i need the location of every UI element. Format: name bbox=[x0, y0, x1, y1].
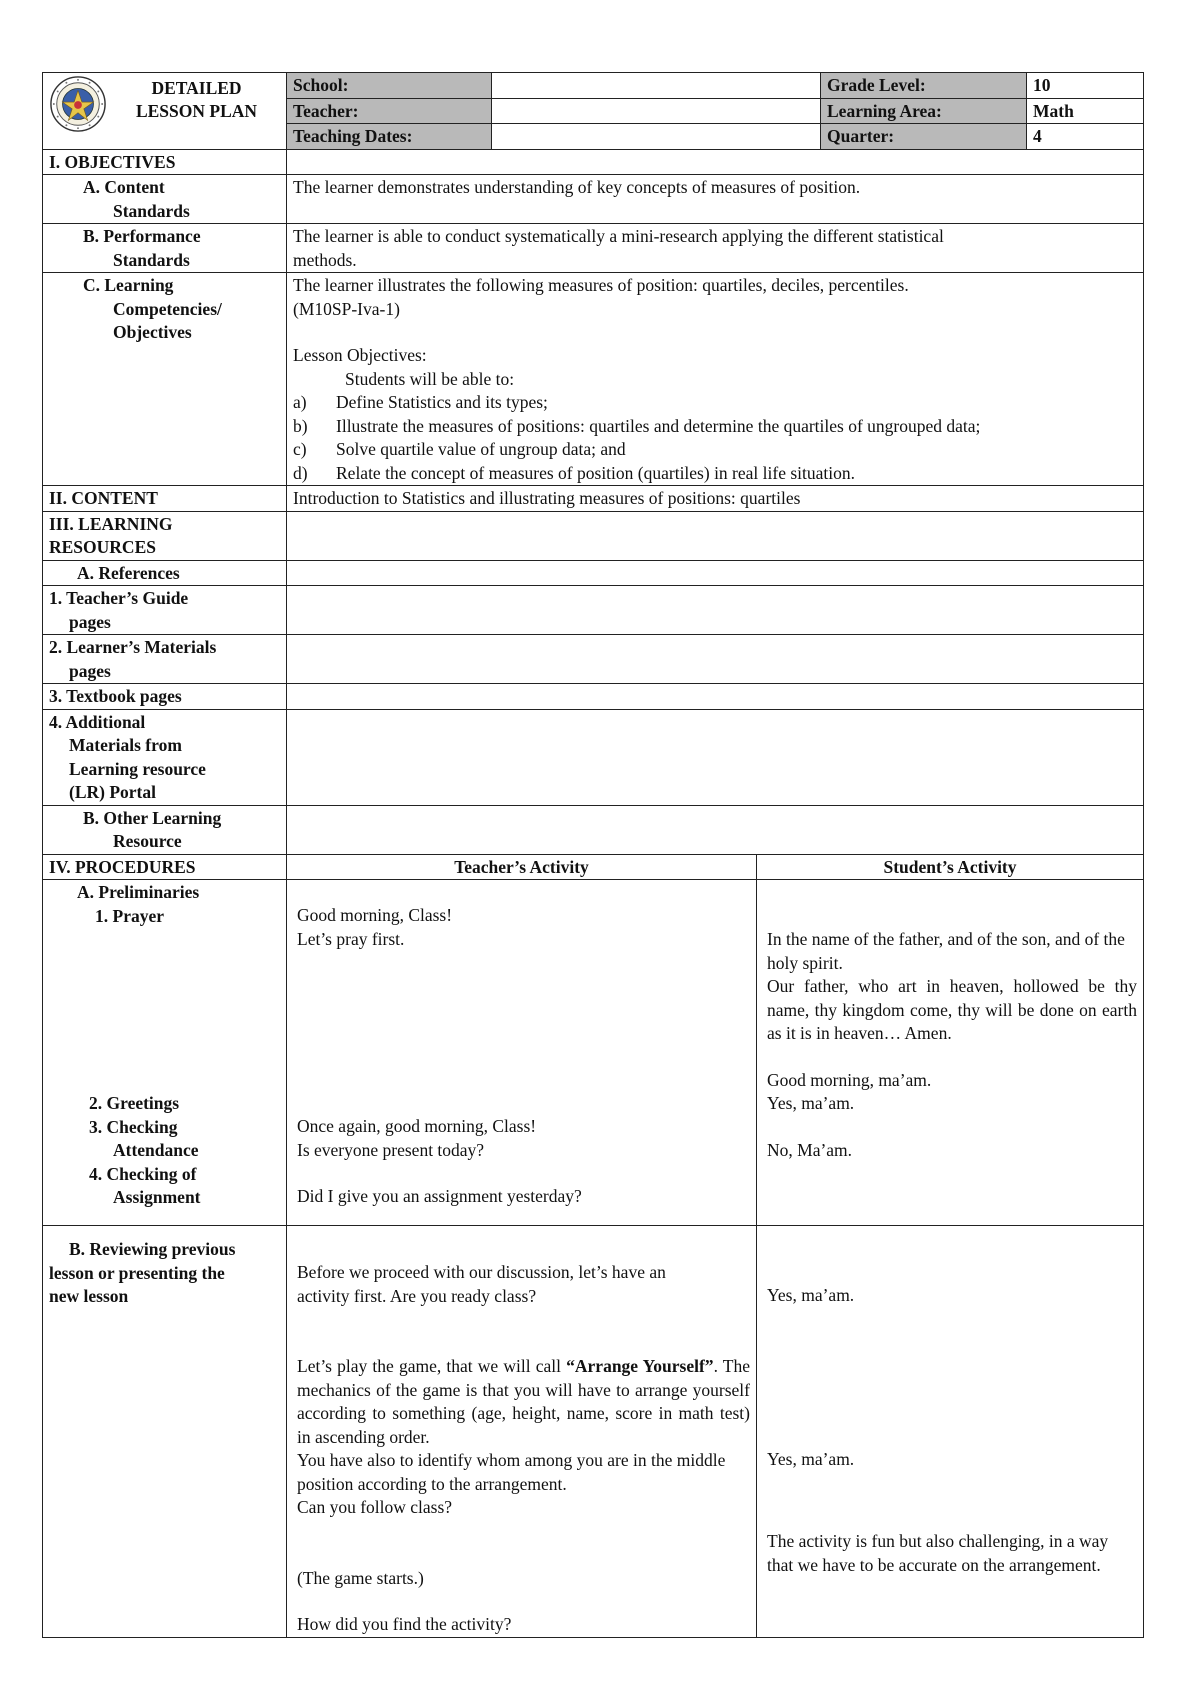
checking-assignment-label: 4. Checking of bbox=[89, 1163, 197, 1184]
teacher-field[interactable] bbox=[492, 98, 821, 124]
reviewing-teacher-cell: Before we proceed with our discussion, let’s have an activity first. Are you ready class? Let’s play the game, that we will call “Arrange Yourself”. The mechanics of the game is that you will have to arrange yourself according to something (age, height, name, score in math test) in ascending order. You have also to identify whom among you are in the middle position according to the arrangement. Can you follow class? (The game starts.) How did you find the activity? bbox=[287, 1226, 757, 1638]
additional-materials-label: 4. Additional Materials from Learning resource (LR) Portal bbox=[43, 709, 287, 805]
game-name: “Arrange Yourself” bbox=[566, 1356, 714, 1376]
learning-resources-blank bbox=[287, 511, 1144, 560]
list-item: d) Relate the concept of measures of position (quartiles) in real life situation. bbox=[293, 462, 856, 483]
content-text: Introduction to Statistics and illustrating measures of positions: quartiles bbox=[287, 486, 1144, 512]
greetings-label: 2. Greetings bbox=[89, 1093, 180, 1113]
lesson-plan-table bbox=[42, 72, 1144, 1638]
learners-materials-field[interactable] bbox=[287, 635, 1144, 684]
other-resources-label: B. Other Learning Resource bbox=[43, 805, 287, 854]
other-resources-field[interactable] bbox=[287, 805, 1144, 854]
teacher-activity-header: Teacher’s Activity bbox=[287, 854, 757, 880]
learning-area-label: Learning Area: bbox=[821, 98, 1027, 124]
learners-materials-label: 2. Learner’s Materials pages bbox=[43, 635, 287, 684]
checking-attendance-label: 3. Checking bbox=[89, 1116, 178, 1137]
header-title-cell bbox=[43, 73, 287, 150]
learning-area-value[interactable]: Math bbox=[1027, 98, 1144, 124]
doc-title-line2: LESSON PLAN bbox=[135, 101, 258, 121]
quarter-value[interactable]: 4 bbox=[1027, 124, 1144, 150]
content-standards-text: The learner demonstrates understanding of key concepts of measures of position. bbox=[287, 175, 1144, 224]
competencies-text: The learner illustrates the following measures of position: quartiles, deciles, percentiles. (M10SP-Iva-1) Lesson Objectives: Students will be able to: a) Define Statistics and its types; b) Illustrate the measures of positions: quartiles and determine the quartiles of ungrouped data; c) Solve quartile value of ungroup data; and d) Relate the concept of measures of position (quartiles) in real life situation. bbox=[287, 273, 1144, 486]
performance-standards-label: B. Performance Standards bbox=[43, 224, 287, 273]
objectives-heading: I. OBJECTIVES bbox=[43, 149, 287, 175]
content-heading: II. CONTENT bbox=[43, 486, 287, 512]
competencies-label: C. Learning Competencies/ Objectives bbox=[43, 273, 287, 486]
doc-title-line1: DETAILED bbox=[151, 78, 242, 98]
teachers-guide-field[interactable] bbox=[287, 586, 1144, 635]
references-label: A. References bbox=[43, 560, 287, 586]
performance-standards-text: The learner is able to conduct systematically a mini-research applying the different statistical methods. bbox=[287, 224, 1144, 273]
textbook-pages-label: 3. Textbook pages bbox=[43, 684, 287, 710]
procedures-heading: IV. PROCEDURES bbox=[43, 854, 287, 880]
references-field[interactable] bbox=[287, 560, 1144, 586]
grade-level-value[interactable]: 10 bbox=[1027, 73, 1144, 99]
teachers-guide-label: 1. Teacher’s Guide pages bbox=[43, 586, 287, 635]
content-standards-label: A. Content Standards bbox=[43, 175, 287, 224]
deped-seal-icon bbox=[49, 75, 107, 133]
student-activity-header: Student’s Activity bbox=[757, 854, 1144, 880]
school-field[interactable] bbox=[492, 73, 821, 99]
teaching-dates-label: Teaching Dates: bbox=[287, 124, 492, 150]
school-label: School: bbox=[287, 73, 492, 99]
additional-materials-field[interactable] bbox=[287, 709, 1144, 805]
grade-level-label: Grade Level: bbox=[821, 73, 1027, 99]
teacher-label: Teacher: bbox=[287, 98, 492, 124]
objectives-blank bbox=[287, 149, 1144, 175]
preliminaries-student-cell: In the name of the father, and of the son, and of the holy spirit. Our father, who art in heaven, hollowed be thy name, thy kingdom come, thy will be done on earth as it is in heaven… Amen. Good morning, ma’am. Yes, ma’am. No, Ma’am. bbox=[757, 880, 1144, 1226]
reviewing-lesson-label: B. Reviewing previous lesson or presenting the new lesson bbox=[43, 1226, 287, 1638]
preliminaries-teacher-cell: Good morning, Class! Let’s pray first. Once again, good morning, Class! Is everyone present today? Did I give you an assignment yesterday? bbox=[287, 880, 757, 1226]
objectives-list bbox=[293, 391, 1137, 485]
lesson-objectives-heading: Lesson Objectives: bbox=[293, 345, 427, 365]
reviewing-student-cell: Yes, ma’am. Yes, ma’am. The activity is fun but also challenging, in a way that we have to be accurate on the arrangement. bbox=[757, 1226, 1144, 1638]
teaching-dates-field[interactable] bbox=[492, 124, 821, 150]
list-item: c) Solve quartile value of ungroup data; and bbox=[293, 439, 626, 459]
learning-resources-heading: III. LEARNING RESOURCES bbox=[43, 511, 287, 560]
quarter-label: Quarter: bbox=[821, 124, 1027, 150]
list-item: a) Define Statistics and its types; bbox=[293, 392, 548, 412]
prayer-label: 1. Prayer bbox=[95, 905, 164, 926]
list-item: b) Illustrate the measures of positions: quartiles and determine the quartiles of ungrouped data; bbox=[293, 415, 981, 436]
textbook-pages-field[interactable] bbox=[287, 684, 1144, 710]
lesson-plan-sheet bbox=[42, 72, 1143, 1638]
preliminaries-label: A. Preliminaries 1. Prayer 2. Greetings 3. Checking Attendance 4. Checking of Assignment bbox=[43, 880, 287, 1226]
